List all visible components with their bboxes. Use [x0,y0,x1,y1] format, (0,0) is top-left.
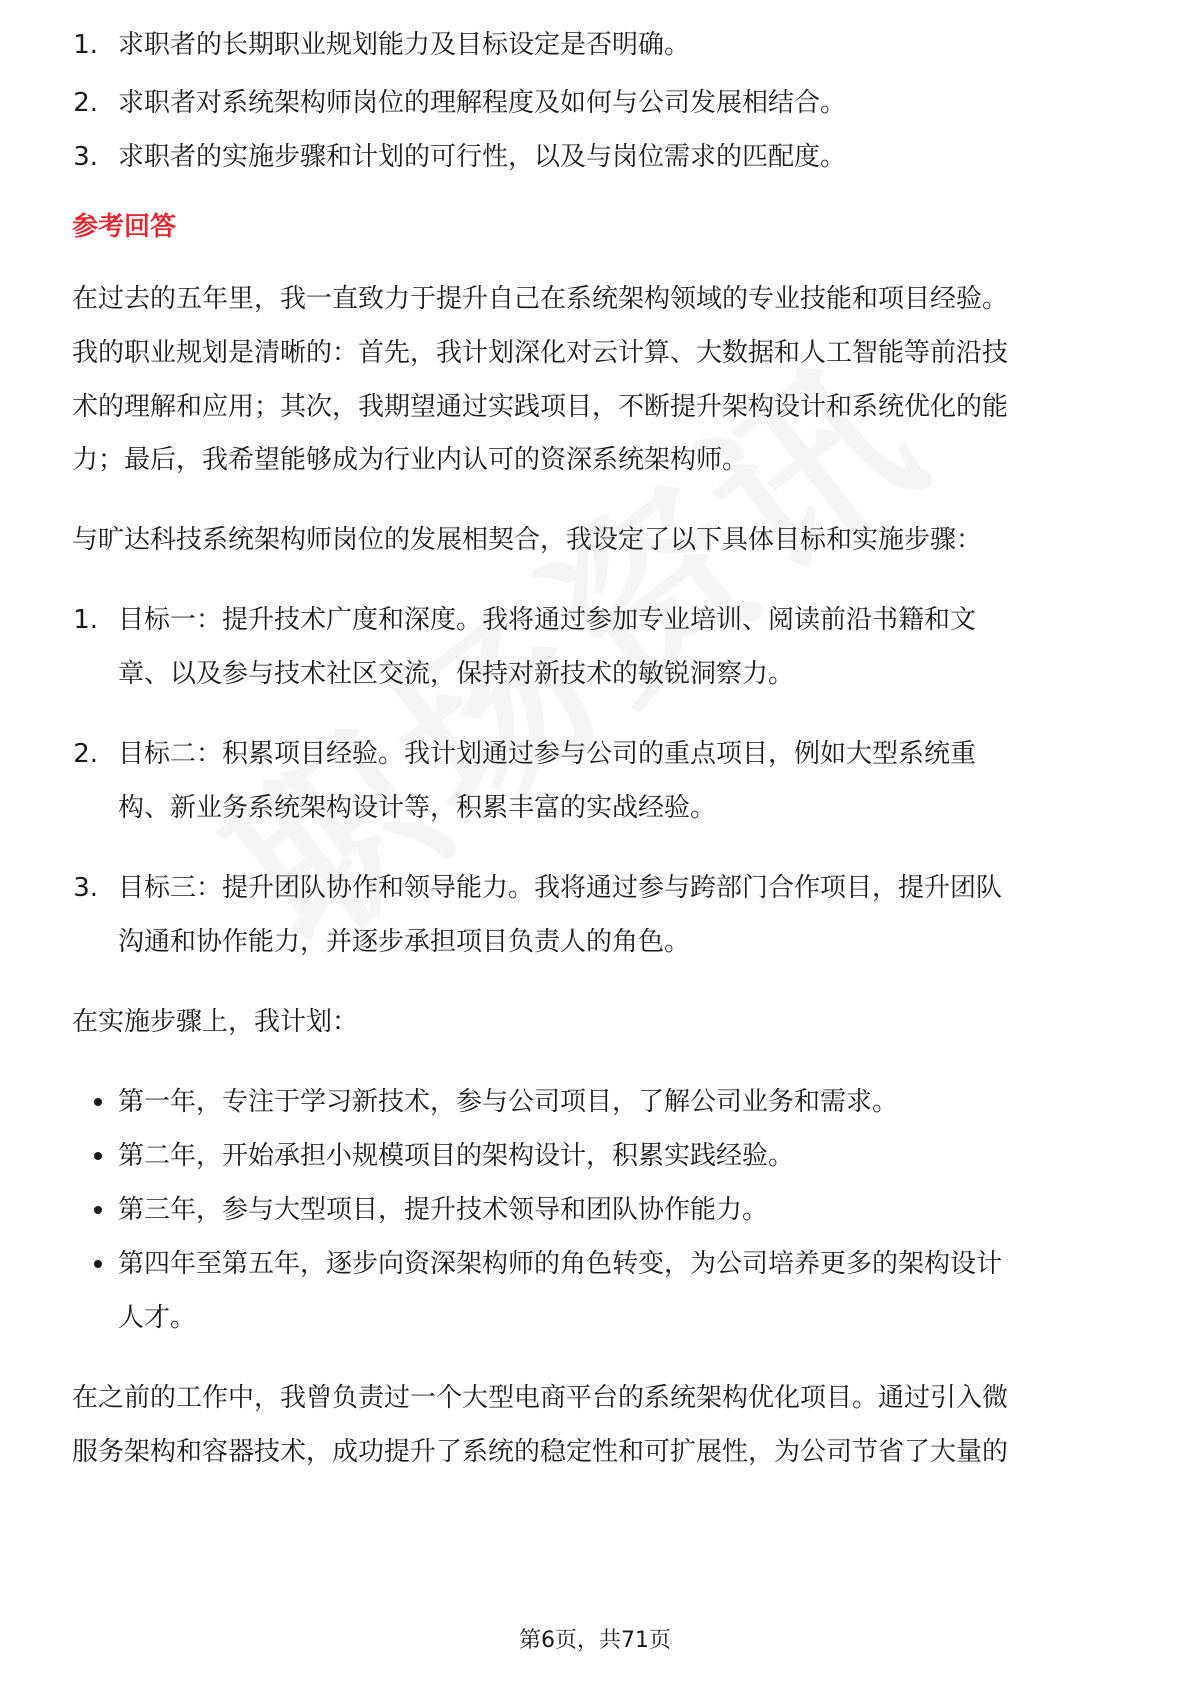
goal-line: 构、新业务系统架构设计等，积累丰富的实战经验。 [118,793,717,823]
list-item-text: 求职者的实施步骤和计划的可行性，以及与岗位需求的匹配度。 [118,142,847,172]
list-item-cut [72,0,1122,64]
list-number: 2. [73,88,98,118]
list-number: 1. [73,605,98,635]
paragraph-line: 我的职业规划是清晰的：首先，我计划深化对云计算、大数据和人工智能等前沿技 [72,338,1009,368]
bullet-text: 第一年，专注于学习新技术，参与公司项目，了解公司业务和需求。 [118,1087,899,1117]
bullet-icon [94,1260,102,1268]
paragraph-line: 在之前的工作中，我曾负责过一个大型电商平台的系统架构优化项目。通过引入微 [72,1383,1009,1413]
goal-line: 章、以及参与技术社区交流，保持对新技术的敏锐洞察力。 [118,659,795,689]
bullet-text: 第二年，开始承担小规模项目的架构设计，积累实践经验。 [118,1141,795,1171]
list-item-text: 求职者对系统架构师岗位的理解程度及如何与公司发展相结合。 [118,88,847,118]
paragraph-line: 在过去的五年里，我一直致力于提升自己在系统架构领域的专业技能和项目经验。 [72,284,1009,314]
paragraph-line: 术的理解和应用；其次，我期望通过实践项目，不断提升架构设计和系统优化的能 [72,392,1009,422]
paragraph-plan-intro: 在实施步骤上，我计划： [72,1007,359,1037]
bullet-icon [94,1152,102,1160]
section-heading: 参考回答 [72,212,177,242]
goal-line: 沟通和协作能力，并逐步承担项目负责人的角色。 [118,927,691,957]
list-number: 3. [73,142,98,172]
bullet-text: 人才。 [118,1303,197,1333]
goal-line: 目标一：提升技术广度和深度。我将通过参加专业培训、阅读前沿书籍和文 [118,605,977,635]
bullet-icon [94,1206,102,1214]
paragraph-line: 服务架构和容器技术，成功提升了系统的稳定性和可扩展性，为公司节省了大量的 [72,1437,1009,1467]
paragraph-goals-intro: 与旷达科技系统架构师岗位的发展相契合，我设定了以下具体目标和实施步骤： [72,525,983,555]
bullet-icon [94,1098,102,1106]
bullet-text: 第四年至第五年，逐步向资深架构师的角色转变，为公司培养更多的架构设计 [118,1249,1003,1279]
paragraph-line: 力；最后，我希望能够成为行业内认可的资深系统架构师。 [72,445,749,475]
goal-line: 目标三：提升团队协作和领导能力。我将通过参与跨部门合作项目，提升团队 [118,873,1003,903]
list-number: 1. [73,30,98,60]
list-number: 3. [73,873,98,903]
goal-line: 目标二：积累项目经验。我计划通过参与公司的重点项目，例如大型系统重 [118,739,977,769]
list-item-text: 求职者的长期职业规划能力及目标设定是否明确。 [118,30,691,60]
page-number-footer: 第6页，共71页 [519,1628,671,1653]
bullet-text: 第三年，参与大型项目，提升技术领导和团队协作能力。 [118,1195,769,1225]
list-number: 2. [73,739,98,769]
